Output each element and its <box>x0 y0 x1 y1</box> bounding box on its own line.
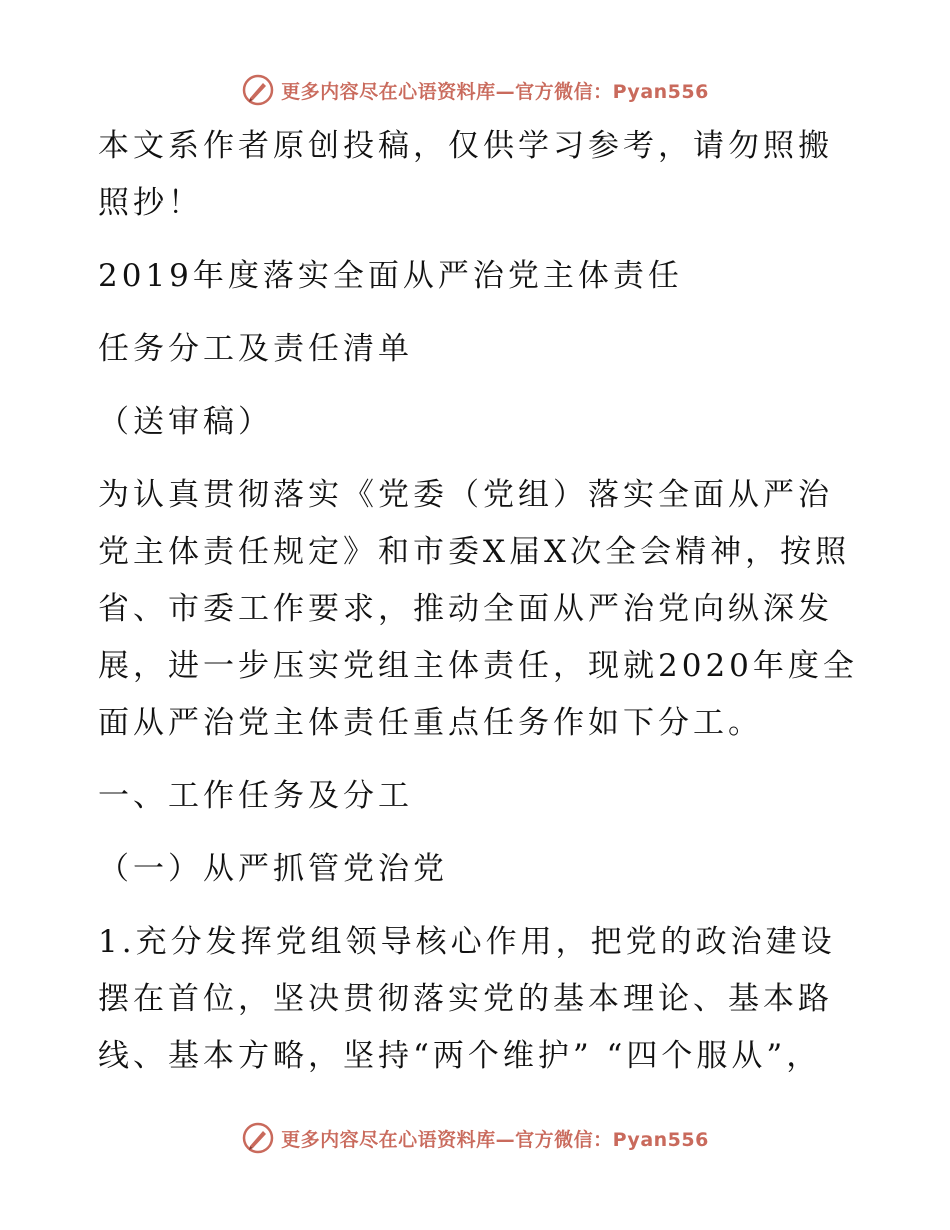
document-body <box>98 118 858 1085</box>
list-item: 1.充分发挥党组领导核心作用，把党的政治建设摆在首位，坚决贯彻落实党的基本理论、基本路线、基本方略，坚持“两个维护” “四个服从”， <box>98 924 836 1074</box>
copyright-notice: 本文系作者原创投稿，仅供学习参考，请勿照搬照抄！ <box>98 128 833 221</box>
watermark-header <box>0 72 950 108</box>
subsection-heading: （一）从严抓管党治党 <box>98 851 448 887</box>
watermark-footer <box>0 1120 950 1156</box>
draft-label: （送审稿） <box>98 404 273 440</box>
pen-logo-icon <box>241 73 275 107</box>
watermark-text: 更多内容尽在心语资料库—官方微信：Pyan556 <box>281 80 709 103</box>
watermark-text: 更多内容尽在心语资料库—官方微信：Pyan556 <box>281 1128 709 1151</box>
pen-logo-icon <box>241 1121 275 1155</box>
document-subtitle: 任务分工及责任清单 <box>98 331 413 367</box>
intro-paragraph: 为认真贯彻落实《党委（党组）落实全面从严治党主体责任规定》和市委X届X次全会精神，按照省、市委工作要求，推动全面从严治党向纵深发展，进一步压实党组主体责任，现就2020年度全面从严治党主体责任重点任务作如下分工。 <box>98 477 858 741</box>
document-title: 2019年度落实全面从严治党主体责任 <box>98 258 683 294</box>
section-heading: 一、工作任务及分工 <box>98 778 413 814</box>
